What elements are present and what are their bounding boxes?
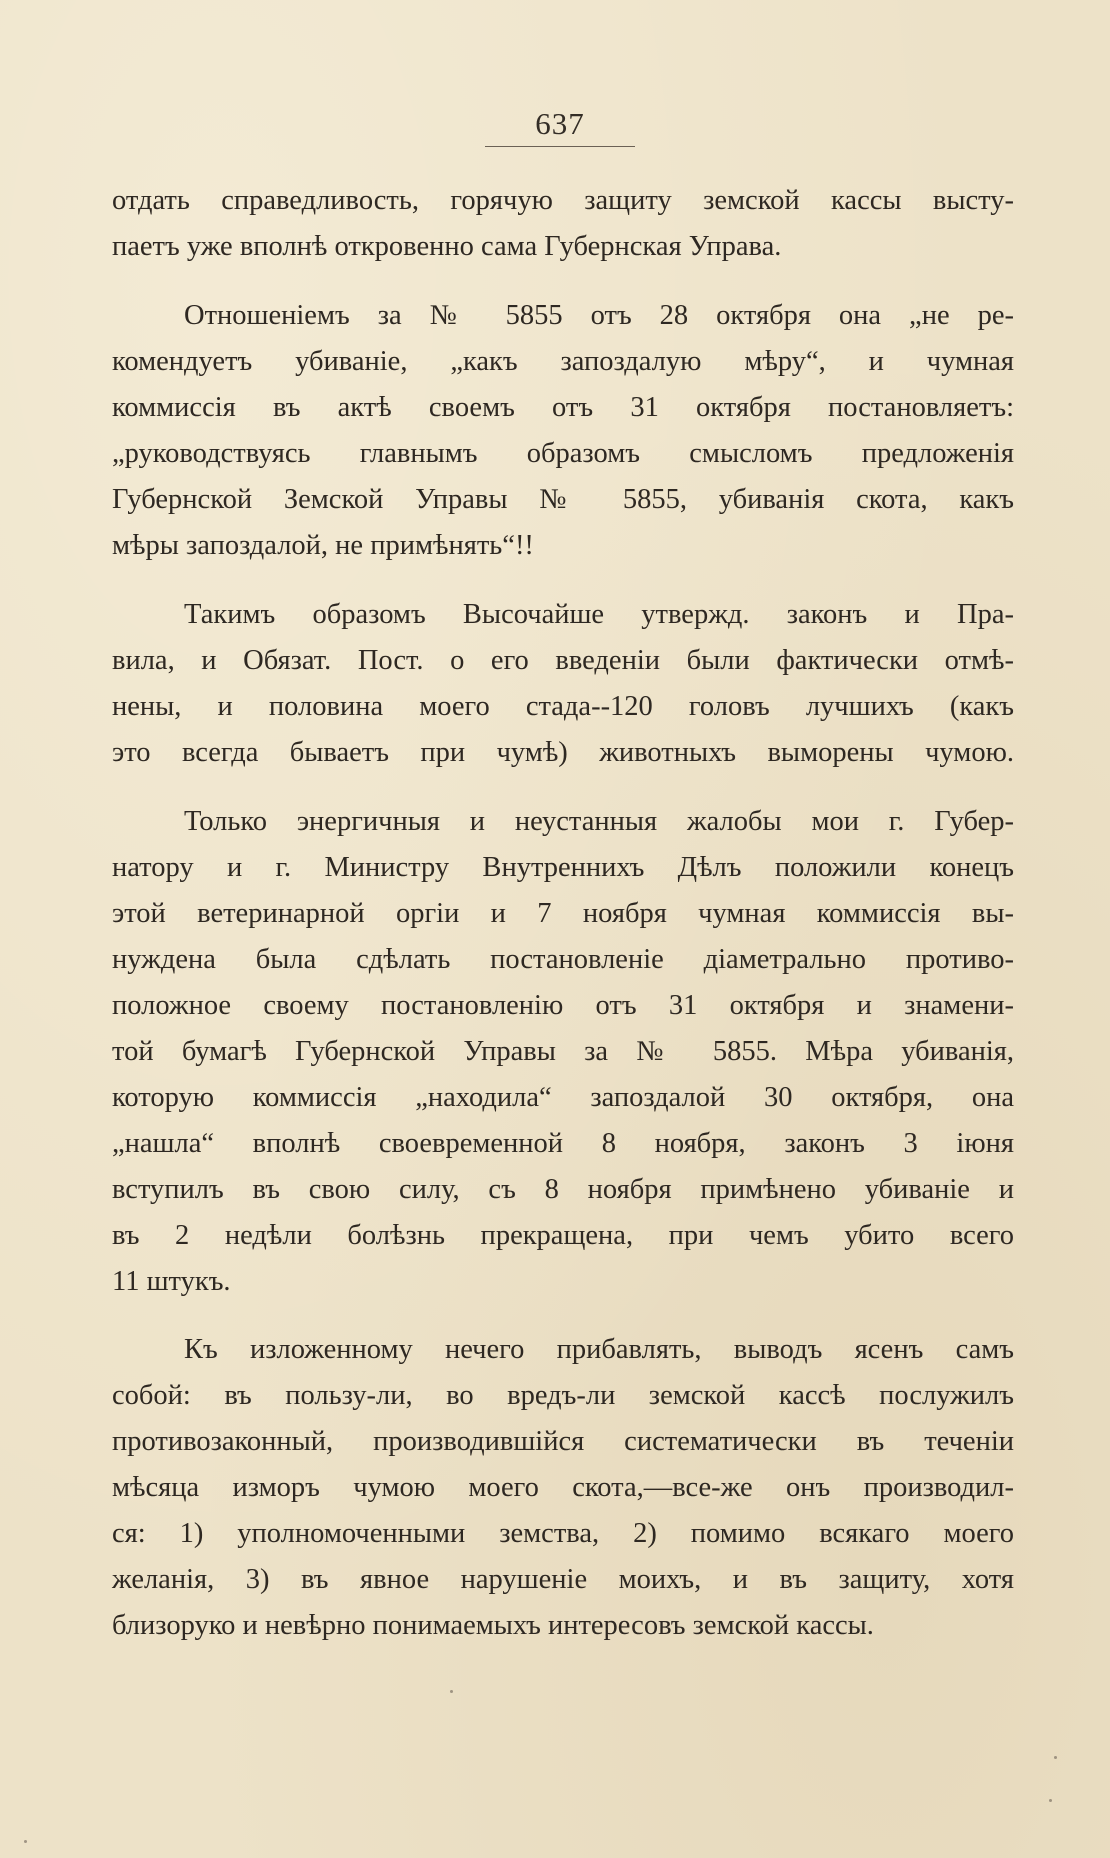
text-line: нуждена была сдѣлать постановленіе діаметрально противо-	[112, 944, 1014, 975]
text-line: паетъ уже вполнѣ откровенно сама Губернская Управа.	[112, 231, 782, 262]
paper-speck	[1054, 1756, 1057, 1759]
text-line: ся: 1) уполномоченными земства, 2) помимо всякаго моего	[112, 1518, 1014, 1549]
text-line: противозаконный, производившійся систематически въ теченіи	[112, 1426, 1014, 1457]
text-line: „нашла“ вполнѣ своевременной 8 ноября, законъ 3 іюня	[112, 1128, 1014, 1159]
text-line: желанія, 3) въ явное нарушеніе моихъ, и въ защиту, хотя	[112, 1564, 1014, 1595]
text-line: Губернской Земской Управы № 5855, убиванія скота, какъ	[112, 484, 1014, 515]
text-line: вступилъ въ свою силу, съ 8 ноября примѣнено убиваніе и	[112, 1174, 1014, 1205]
text-line: близоруко и невѣрно понимаемыхъ интересовъ земской кассы.	[112, 1610, 874, 1641]
paragraph-4	[112, 799, 1014, 1305]
paper-speck	[24, 1840, 27, 1843]
text-line: Отношеніемъ за № 5855 отъ 28 октября она „не ре-	[184, 300, 1014, 331]
text-line: вила, и Обязат. Пост. о его введеніи были фактически отмѣ-	[112, 645, 1014, 676]
text-line: это всегда бываетъ при чумѣ) животныхъ выморены чумою.	[112, 737, 1014, 768]
text-line: отдать справедливость, горячую защиту земской кассы высту-	[112, 185, 1014, 216]
text-line: 11 штукъ.	[112, 1266, 231, 1297]
text-line: Только энергичныя и неустанныя жалобы мои г. Губер-	[184, 806, 1014, 837]
text-line: натору и г. Министру Внутреннихъ Дѣлъ положили конецъ	[112, 852, 1014, 883]
paper-speck	[1049, 1799, 1052, 1802]
text-line: комендуетъ убиваніе, „какъ запоздалую мѣру“, и чумная	[112, 346, 1014, 377]
text-line: коммиссія въ актѣ своемъ отъ 31 октября постановляетъ:	[112, 392, 1014, 423]
paper-speck	[450, 1690, 453, 1693]
text-line: въ 2 недѣли болѣзнь прекращена, при чемъ убито всего	[112, 1220, 1014, 1251]
paragraph-1	[112, 178, 1014, 270]
text-line: этой ветеринарной оргіи и 7 ноября чумная коммиссія вы-	[112, 898, 1014, 929]
text-line: Къ изложенному нечего прибавлять, выводъ ясенъ самъ	[184, 1334, 1014, 1365]
text-line: той бумагѣ Губернской Управы за № 5855. Мѣра убиванія,	[112, 1036, 1014, 1067]
paragraph-2	[112, 293, 1014, 569]
text-line: нены, и половина моего стада--120 головъ лучшихъ (какъ	[112, 691, 1014, 722]
text-line: „руководствуясь главнымъ образомъ смысломъ предложенія	[112, 438, 1014, 469]
text-line: положное своему постановленію отъ 31 октября и знамени-	[112, 990, 1014, 1021]
page-number-rule	[485, 146, 635, 147]
text-line: мѣсяца изморъ чумою моего скота,—все-же онъ производил-	[112, 1472, 1014, 1503]
paragraph-3	[112, 592, 1014, 776]
text-line: Такимъ образомъ Высочайше утвержд. законъ и Пра-	[184, 599, 1014, 630]
paragraph-5	[112, 1327, 1014, 1649]
page-number: 637	[535, 106, 585, 141]
text-line: которую коммиссія „находила“ запоздалой 30 октября, она	[112, 1082, 1014, 1113]
text-line: мѣры запоздалой, не примѣнять“!!	[112, 530, 534, 561]
text-line: собой: въ пользу-ли, во вредъ-ли земской кассѣ послужилъ	[112, 1380, 1014, 1411]
